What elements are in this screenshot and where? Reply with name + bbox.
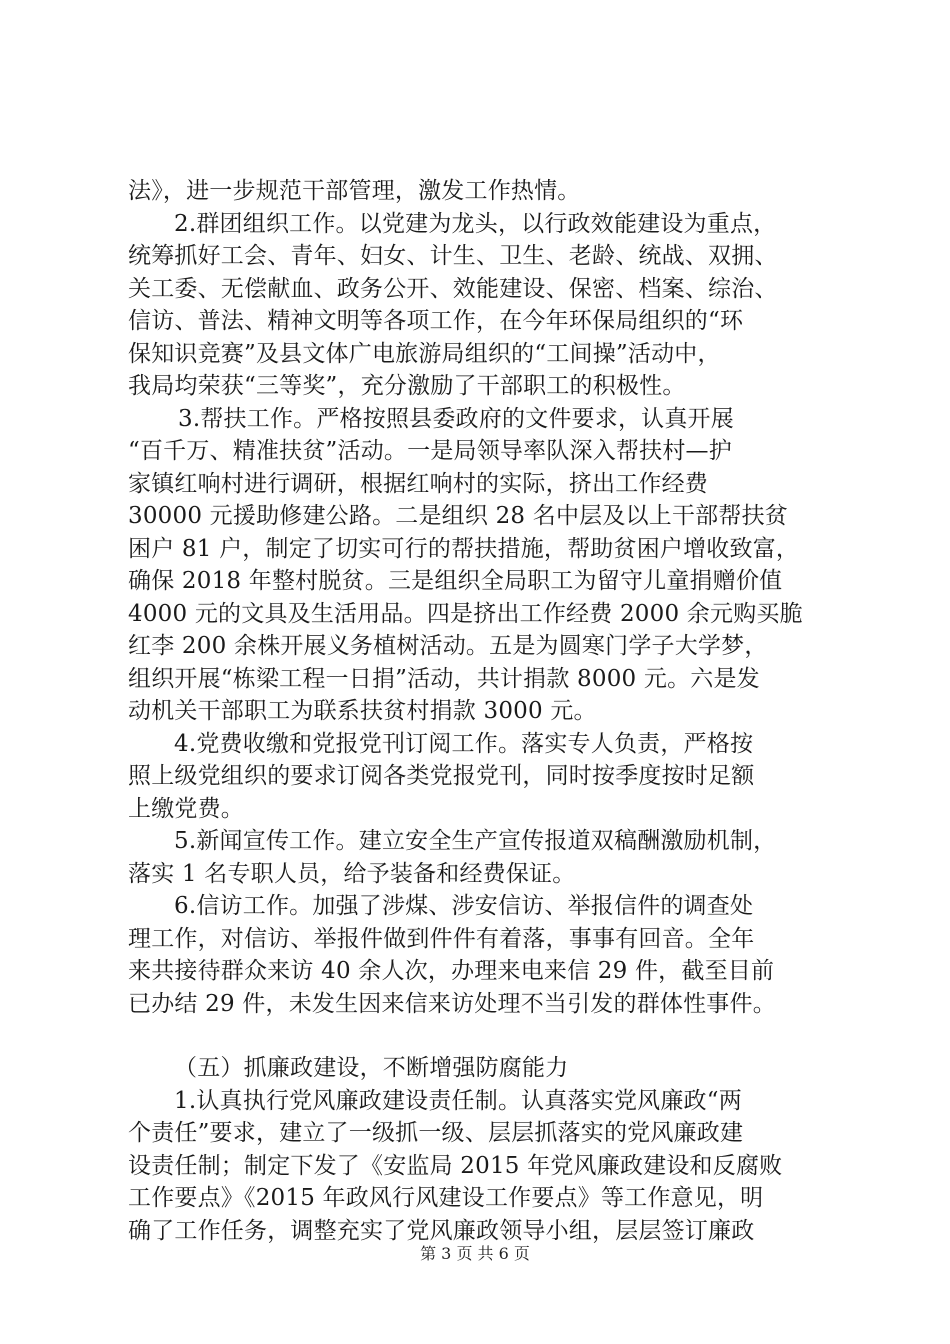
text-line: 2.群团组织工作。以党建为龙头，以行政效能建设为重点， [174, 210, 777, 237]
text-line: 确保 2018 年整村脱贫。三是组织全局职工为留守儿童捐赠价值 [128, 568, 783, 594]
text-line: 组织开展“栋梁工程一日捐”活动，共计捐款 8000 元。六是发 [128, 665, 760, 692]
text-line: 6.信访工作。加强了涉煤、涉安信访、举报信件的调查处 [174, 893, 754, 919]
text-line: 保知识竞赛”及县文体广电旅游局组织的“工间操”活动中， [128, 340, 721, 367]
text-line: 个责任”要求，建立了一级抓一级、层层抓落实的党风廉政建 [128, 1120, 744, 1146]
text-line: 5.新闻宣传工作。建立安全生产宣传报道双稿酬激励机制， [174, 828, 777, 854]
text-line: 动机关干部职工为联系扶贫村捐款 3000 元。 [128, 698, 597, 724]
text-line: 理工作，对信访、举报件做到件件有着落，事事有回音。全年 [128, 925, 755, 952]
text-line: 关工委、无偿献血、政务公开、效能建设、保密、档案、综治、 [128, 275, 778, 302]
text-line: 照上级党组织的要求订阅各类党报党刊，同时按季度按时足额 [128, 763, 755, 789]
text-line: 工作要点》《2015 年政风行风建设工作要点》等工作意见，明 [128, 1185, 764, 1211]
text-line: 信访、普法、精神文明等各项工作，在今年环保局组织的“环 [128, 308, 744, 334]
text-line: 确了工作任务，调整充实了党风廉政领导小组，层层签订廉政 [128, 1217, 755, 1244]
text-line: 落实 1 名专职人员，给予装备和经费保证。 [128, 860, 576, 887]
text-line: 3.帮扶工作。严格按照县委政府的文件要求，认真开展 [178, 405, 734, 432]
paragraph-gap [128, 1020, 840, 1052]
text-line: 红李 200 余株开展义务植树活动。五是为圆寒门学子大学梦， [128, 633, 768, 659]
text-line: 30000 元援助修建公路。二是组织 28 名中层及以上干部帮扶贫 [128, 503, 788, 529]
text-line: 上缴党费。 [128, 795, 244, 822]
text-line: 已办结 29 件，未发生因来信来访处理不当引发的群体性事件。 [128, 990, 776, 1017]
text-line: 来共接待群众来访 40 余人次，办理来电来信 29 件，截至目前 [128, 958, 775, 984]
text-line: 困户 81 户，制定了切实可行的帮扶措施，帮助贫困户增收致富， [128, 535, 800, 562]
text-line: 1.认真执行党风廉政建设责任制。认真落实党风廉政“两 [174, 1087, 742, 1114]
text-line: 我局均荣获“三等奖”，充分激励了干部职工的积极性。 [128, 373, 686, 399]
document-body [128, 175, 840, 1247]
text-line: 设责任制；制定下发了《安监局 2015 年党风廉政建设和反腐败 [128, 1152, 783, 1179]
text-line: “百千万、精准扶贫”活动。一是局领导率队深入帮扶村—护 [128, 438, 732, 464]
text-line: 4000 元的文具及生活用品。四是挤出工作经费 2000 余元购买脆 [128, 600, 803, 627]
text-line: 家镇红响村进行调研，根据红响村的实际，挤出工作经费 [128, 470, 708, 497]
text-line: 法》，进一步规范干部管理，激发工作热情。 [128, 178, 581, 204]
text-line: 统筹抓好工会、青年、妇女、计生、卫生、老龄、统战、双拥、 [128, 243, 778, 269]
text-line: 4.党费收缴和党报党刊订阅工作。落实专人负责，严格按 [174, 730, 754, 757]
section-heading: （五）抓廉政建设，不断增强防腐能力 [174, 1055, 569, 1081]
page-number-footer: 第 3 页 共 6 页 [420, 1244, 530, 1263]
